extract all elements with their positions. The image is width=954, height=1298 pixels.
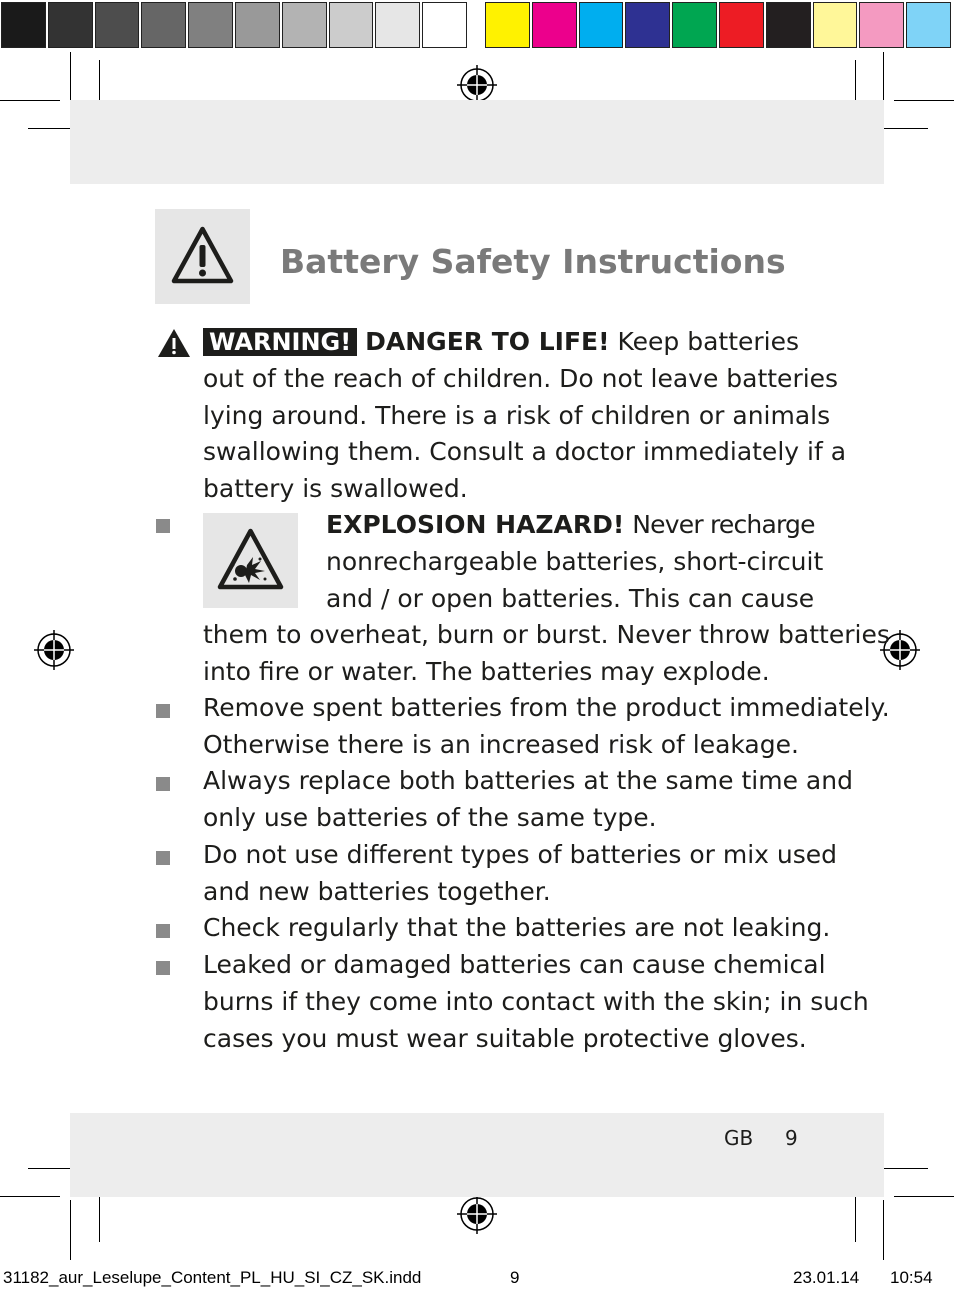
page-title: Battery Safety Instructions — [280, 242, 786, 281]
gray-swatch — [1, 2, 46, 48]
process-color-swatch — [672, 2, 717, 48]
gray-swatch — [282, 2, 327, 48]
explosion-line: them to overheat, burn or burst. Never throw batteries — [203, 620, 890, 649]
crop-mark — [70, 1200, 71, 1260]
crop-mark — [878, 1168, 928, 1169]
warning-first-line — [203, 324, 803, 361]
registration-mark-icon — [457, 1194, 497, 1234]
warning-triangle-small-icon — [157, 328, 191, 358]
bullet-line: Remove spent batteries from the product immediately. — [203, 693, 890, 722]
header-band — [70, 100, 884, 184]
bullet-marker — [156, 777, 170, 791]
bullet-marker — [156, 924, 170, 938]
bullet-line: cases you must wear suitable protective gloves. — [203, 1023, 807, 1053]
bullet-line: and new batteries together. — [203, 876, 551, 906]
bullet-line: Check regularly that the batteries are not leaking. — [203, 913, 831, 942]
bullet-line: Do not use different types of batteries or mix used — [203, 840, 837, 869]
warning-icon-box — [155, 209, 250, 304]
warning-triangle-icon — [155, 209, 250, 304]
warning-paragraph — [203, 324, 847, 508]
crop-mark — [894, 1196, 954, 1197]
explosion-line: nonrechargeable batteries, short-circuit — [326, 546, 824, 576]
warning-line: lying around. There is a risk of children or animals — [203, 400, 831, 430]
process-color-swatch — [625, 2, 670, 48]
gray-swatch — [235, 2, 280, 48]
explosion-first-line — [326, 507, 815, 544]
page-number: 9 — [785, 1126, 798, 1150]
gray-swatch — [48, 2, 93, 48]
slug-time: 10:54 — [890, 1268, 933, 1287]
footer-language: GB — [724, 1126, 754, 1150]
gray-swatch — [141, 2, 186, 48]
registration-mark-icon — [457, 65, 497, 105]
process-color-swatch — [485, 2, 530, 48]
registration-mark-icon — [34, 630, 74, 670]
bullet-line: only use batteries of the same type. — [203, 802, 657, 832]
bullet-marker — [156, 851, 170, 865]
process-color-swatch — [532, 2, 577, 48]
gray-swatch — [95, 2, 140, 48]
process-color-swatch — [719, 2, 764, 48]
warning-badge: WARNING! — [203, 328, 357, 356]
crop-mark — [878, 128, 928, 129]
explosion-hazard-icon — [203, 513, 298, 608]
bullet-item-check-leaking — [203, 910, 831, 947]
bullet-line: burns if they come into contact with the skin; in such — [203, 986, 869, 1016]
crop-mark — [883, 1200, 884, 1260]
gray-swatch — [188, 2, 233, 48]
explosion-line-rest: Never recharge — [632, 510, 815, 539]
bullet-marker — [156, 961, 170, 975]
bullet-marker — [156, 704, 170, 718]
gray-swatch — [375, 2, 420, 48]
slug-filename: 31182_aur_Leselupe_Content_PL_HU_SI_CZ_SK.indd — [3, 1268, 422, 1287]
gray-swatch — [422, 2, 467, 48]
bullet-item-remove-spent — [203, 690, 890, 764]
warning-headline: DANGER TO LIFE! — [365, 327, 610, 356]
process-color-swatch — [766, 2, 811, 48]
explosion-icon-box — [203, 513, 298, 608]
explosion-continued-text — [203, 617, 890, 691]
bullet-item-replace-both — [203, 763, 853, 837]
explosion-line: and / or open batteries. This can cause — [326, 583, 815, 613]
bullet-item-no-mixing — [203, 837, 837, 911]
crop-mark — [99, 1192, 100, 1242]
crop-mark — [70, 52, 71, 102]
crop-mark — [0, 1196, 60, 1197]
bullet-line: Always replace both batteries at the same time and — [203, 766, 853, 795]
process-color-swatch — [813, 2, 858, 48]
explosion-headline: EXPLOSION HAZARD! — [326, 510, 625, 539]
bullet-item-leaked-batteries — [203, 947, 869, 1057]
process-color-swatch — [906, 2, 951, 48]
process-color-swatch — [859, 2, 904, 48]
warning-line: battery is swallowed. — [203, 474, 468, 504]
crop-mark — [855, 1192, 856, 1242]
bullet-line: Otherwise there is an increased risk of leakage. — [203, 729, 799, 759]
footer-band — [70, 1113, 884, 1197]
warning-line: swallowing them. Consult a doctor immediately if a — [203, 437, 847, 467]
warning-line-rest: Keep batteries — [617, 327, 800, 356]
crop-mark — [0, 100, 60, 101]
slug-page: 9 — [510, 1268, 520, 1287]
slug-date: 23.01.14 — [793, 1268, 860, 1287]
explosion-line: into fire or water. The batteries may explode. — [203, 656, 770, 686]
process-color-swatch — [579, 2, 624, 48]
bullet-line: Leaked or damaged batteries can cause chemical — [203, 950, 826, 979]
explosion-side-text — [326, 507, 824, 617]
crop-mark — [883, 52, 884, 102]
crop-mark — [894, 100, 954, 101]
warning-line: out of the reach of children. Do not leave batteries — [203, 363, 839, 393]
bullet-marker — [156, 519, 170, 533]
gray-swatch — [329, 2, 374, 48]
